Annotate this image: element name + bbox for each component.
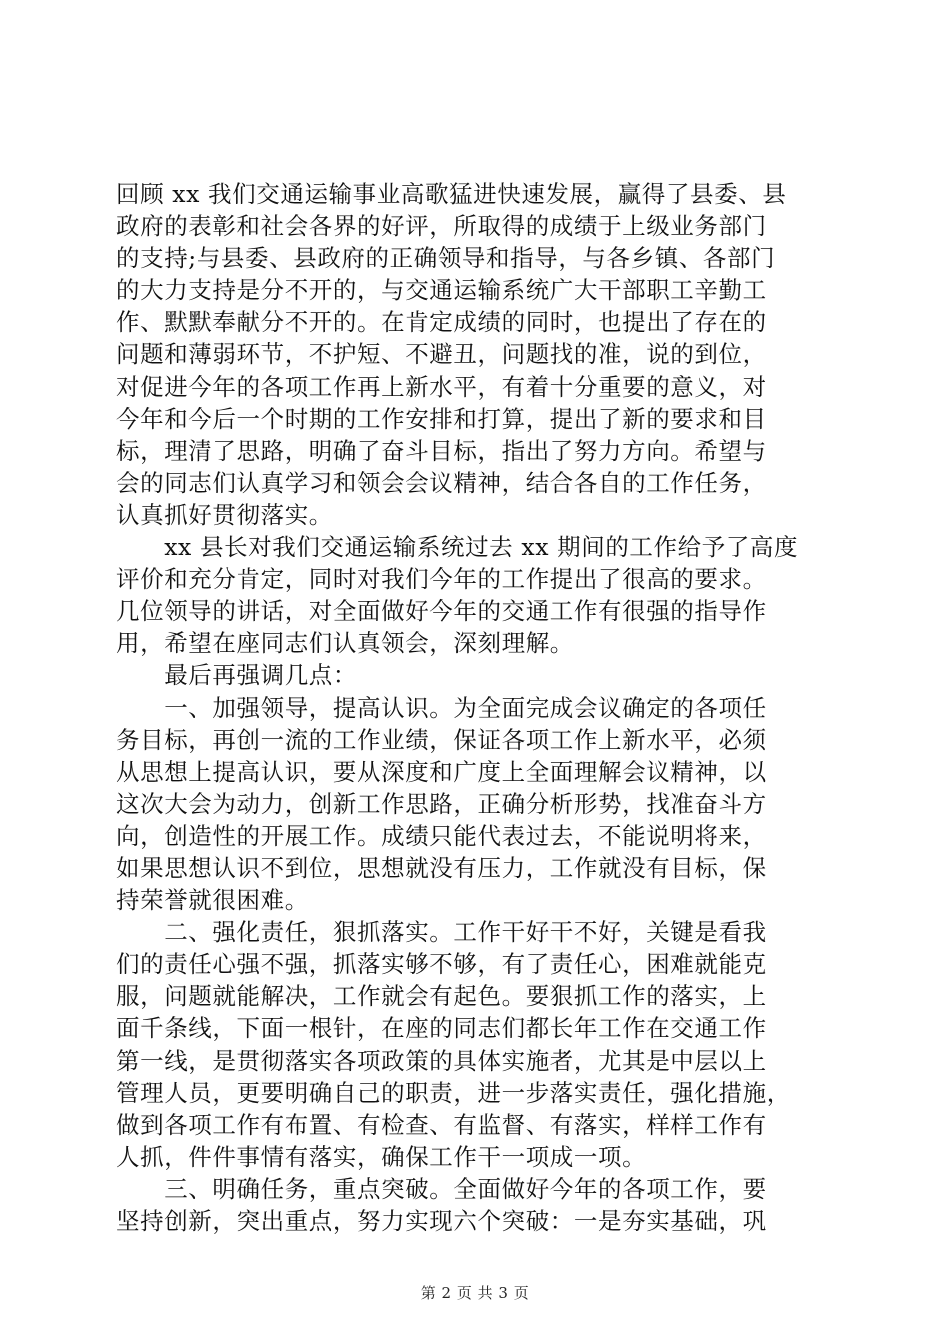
- text-line: 三、明确任务，重点突破。全面做好今年的各项工作，要: [116, 1174, 767, 1203]
- text-line: 回顾 xx 我们交通运输事业高歌猛进快速发展，赢得了县委、县: [116, 180, 787, 208]
- text-line: 坚持创新，突出重点，努力实现六个突破：一是夯实基础，巩: [116, 1207, 767, 1235]
- text-line: 认真抓好贯彻落实。: [116, 500, 333, 529]
- text-line: 面千条线，下面一根针，在座的同志们都长年工作在交通工作: [116, 1014, 767, 1043]
- body-text: [116, 178, 836, 1237]
- text-line: 问题和薄弱环节，不护短、不避丑，问题找的准，说的到位，: [116, 340, 767, 369]
- text-line: 作、默默奉献分不开的。在肯定成绩的同时，也提出了存在的: [116, 308, 767, 337]
- text-line: 标，理清了思路，明确了奋斗目标，指出了努力方向。希望与: [116, 436, 767, 465]
- text-line: 持荣誉就很困难。: [116, 886, 309, 915]
- page-number-footer: 第 2 页 共 3 页: [420, 1284, 530, 1302]
- text-line: 几位领导的讲话，对全面做好今年的交通工作有很强的指导作: [116, 597, 767, 626]
- text-line: 从思想上提高认识，要从深度和广度上全面理解会议精神，以: [116, 757, 767, 786]
- text-line: 一、加强领导，提高认识。为全面完成会议确定的各项任: [116, 693, 767, 722]
- text-line: 二、强化责任，狠抓落实。工作干好干不好，关键是看我: [116, 918, 767, 947]
- text-line: 今年和今后一个时期的工作安排和打算，提出了新的要求和目: [116, 404, 767, 433]
- text-line: 用，希望在座同志们认真领会，深刻理解。: [116, 629, 574, 658]
- text-line: 向，创造性的开展工作。成绩只能代表过去，不能说明将来，: [116, 821, 767, 850]
- text-line: 会的同志们认真学习和领会会议精神，结合各自的工作任务，: [116, 468, 767, 497]
- text-line: xx 县长对我们交通运输系统过去 xx 期间的工作给予了高度: [116, 533, 799, 562]
- text-line: 最后再强调几点：: [116, 661, 357, 690]
- text-line: 这次大会为动力，创新工作思路，正确分析形势，找准奋斗方: [116, 789, 767, 818]
- text-line: 做到各项工作有布置、有检查、有监督、有落实，样样工作有: [116, 1110, 767, 1139]
- text-line: 政府的表彰和社会各界的好评，所取得的成绩于上级业务部门: [116, 212, 767, 241]
- text-line: 对促进今年的各项工作再上新水平，有着十分重要的意义，对: [116, 372, 767, 401]
- text-line: 务目标，再创一流的工作业绩，保证各项工作上新水平，必须: [116, 725, 767, 754]
- text-line: 的支持;与县委、县政府的正确领导和指导，与各乡镇、各部门: [116, 244, 776, 273]
- text-line: 如果思想认识不到位，思想就没有压力，工作就没有目标，保: [116, 853, 767, 882]
- text-line: 的大力支持是分不开的，与交通运输系统广大干部职工辛勤工: [116, 276, 767, 305]
- text-line: 服，问题就能解决，工作就会有起色。要狠抓工作的落实，上: [116, 982, 767, 1011]
- text-line: 人抓，件件事情有落实，确保工作干一项成一项。: [116, 1142, 647, 1171]
- text-line: 第一线，是贯彻落实各项政策的具体实施者，尤其是中层以上: [116, 1046, 767, 1075]
- text-line: 评价和充分肯定，同时对我们今年的工作提出了很高的要求。: [116, 565, 767, 594]
- text-line: 们的责任心强不强，抓落实够不够，有了责任心，困难就能克: [116, 950, 767, 979]
- text-line: 管理人员，更要明确自己的职责，进一步落实责任，强化措施，: [116, 1078, 791, 1107]
